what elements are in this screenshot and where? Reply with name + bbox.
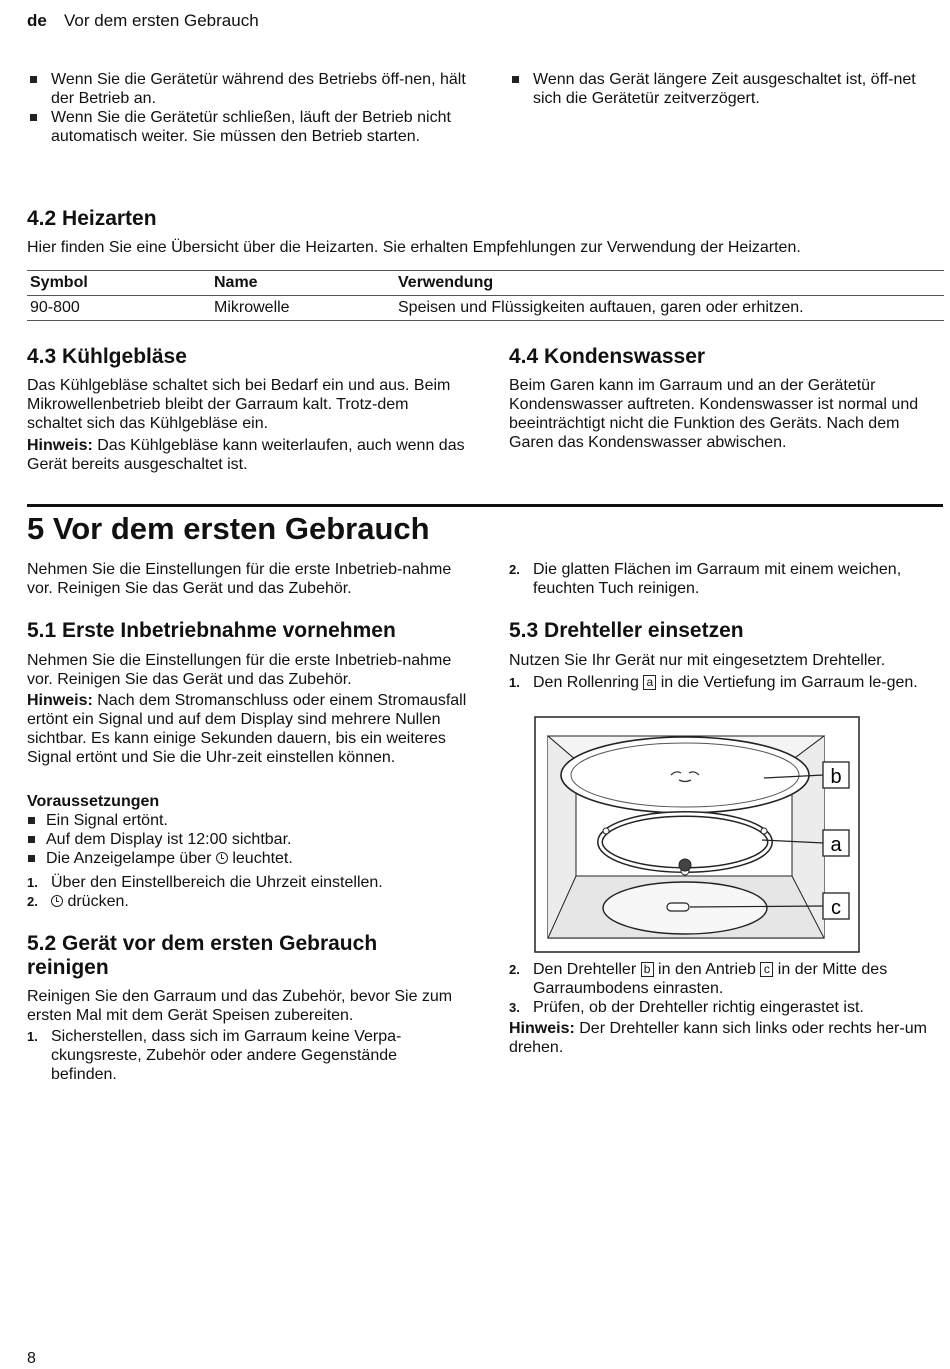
turntable-illustration	[534, 716, 860, 953]
table-cell-symbol: 90-800	[27, 296, 211, 321]
heizarten-table	[27, 270, 944, 321]
section-heading-5-3: 5.3 Drehteller einsetzen	[509, 619, 744, 642]
list-item: 1. Den Rollenring a in die Vertiefung im Garraum le-gen.	[509, 674, 918, 691]
table-cell-verwendung: Speisen und Flüssigkeiten auftauen, garen oder erhitzen.	[395, 296, 944, 321]
prerequisites-list-block	[27, 811, 467, 868]
list-item: 1. Sicherstellen, dass sich im Garraum keine Verpa-ckungsreste, Zubehör oder andere Gegenstände befinden.	[27, 1028, 402, 1083]
running-header-title: Vor dem ersten Gebrauch	[64, 11, 259, 30]
table-header-name: Name	[211, 271, 395, 296]
hint-label: Hinweis:	[27, 692, 93, 709]
kuehlgeblaese-text: Das Kühlgebläse schaltet sich bei Bedarf ein und aus. Beim Mikrowellenbetrieb bleibt der Garraum kalt. Trotz-dem schaltet sich das Kühlgebläse ein.	[27, 377, 451, 432]
section-heading-4-2: 4.2 Heizarten	[27, 207, 157, 230]
reinigen-intro: Reinigen Sie den Garraum und das Zubehör, bevor Sie zum ersten Mal mit dem Gerät Speisen zubereiten.	[27, 988, 453, 1024]
drehteller-intro: Nutzen Sie Ihr Gerät nur mit eingesetztem Drehteller.	[509, 652, 886, 669]
section-heading-4-3: 4.3 Kühlgebläse	[27, 345, 187, 368]
clock-icon	[216, 852, 228, 864]
label-box: b	[641, 962, 654, 977]
section-heading-5-2: 5.2 Gerät vor dem ersten Gebrauch reinigen	[27, 932, 378, 979]
top-left-list-block	[27, 70, 472, 146]
hint-text: Nach dem Stromanschluss oder einem Stromausfall ertönt ein Signal und auf dem Display sind mehrere Nullen sichtbar. Es kann einige Sekunden dauern, bis ein weiteres Signal ertönt und Sie die Uhr-zeit einstellen können.	[27, 692, 467, 766]
section-heading-4-4: 4.4 Kondenswasser	[509, 345, 706, 368]
language-code: de	[27, 11, 47, 30]
chapter-5-step-2	[509, 560, 941, 598]
list-item: 2. Die glatten Flächen im Garraum mit einem weichen, feuchten Tuch reinigen.	[509, 561, 902, 597]
turntable-figure	[534, 716, 860, 953]
section-heading-5-1: 5.1 Erste Inbetriebnahme vornehmen	[27, 619, 396, 642]
table-header-verwendung: Verwendung	[395, 271, 944, 296]
chapter-divider	[27, 504, 943, 507]
page-number: 8	[27, 1350, 36, 1367]
inbetriebnahme-intro: Nehmen Sie die Einstellungen für die erste Inbetrieb-nahme vor. Reinigen Sie das Gerät und das Zubehör.	[27, 652, 452, 688]
drehteller-hint	[509, 1019, 941, 1057]
chapter-5-intro: Nehmen Sie die Einstellungen für die erste Inbetrieb-nahme vor. Reinigen Sie das Gerät und das Zubehör.	[27, 561, 452, 597]
label-box: c	[760, 962, 773, 977]
heizarten-intro: Hier finden Sie eine Übersicht über die Heizarten. Sie erhalten Empfehlungen zur Verwendung der Heizarten.	[27, 239, 801, 256]
hint-text: Der Drehteller kann sich links oder rechts her-um drehen.	[509, 1020, 927, 1056]
top-right-list-block	[509, 70, 934, 108]
list-item: Die Anzeigelampe über leuchtet.	[27, 849, 467, 868]
list-item: Wenn das Gerät längere Zeit ausgeschaltet ist, öff-net sich die Gerätetür zeitverzögert.	[509, 70, 934, 108]
inbetriebnahme-steps	[27, 873, 467, 911]
clock-icon	[51, 895, 63, 907]
list-item: Ein Signal ertönt.	[27, 811, 467, 830]
figure-label-c: c	[831, 897, 841, 919]
figure-label-b: b	[830, 766, 842, 788]
table-row	[27, 296, 944, 321]
list-item: Wenn Sie die Gerätetür schließen, läuft der Betrieb nicht automatisch weiter. Sie müssen den Betrieb starten.	[27, 108, 472, 146]
figure-label-a: a	[830, 834, 842, 856]
inbetriebnahme-hint	[27, 691, 467, 767]
table-header-symbol: Symbol	[27, 271, 211, 296]
label-box: a	[643, 675, 656, 690]
hint-label: Hinweis:	[509, 1020, 575, 1037]
reinigen-steps	[27, 1027, 442, 1084]
hint-text: Das Kühlgebläse kann weiterlaufen, auch wenn das Gerät bereits ausgeschaltet ist.	[27, 437, 465, 473]
list-item: 2. Den Drehteller b in den Antrieb c in der Mitte des Garraumbodens einrasten.	[509, 961, 888, 997]
kuehlgeblaese-hint	[27, 436, 467, 474]
list-item: 2. drücken.	[27, 893, 129, 910]
table-cell-name: Mikrowelle	[211, 296, 395, 321]
list-item: Wenn Sie die Gerätetür während des Betriebs öff-nen, hält der Betrieb an.	[27, 70, 472, 108]
hint-label: Hinweis:	[27, 437, 93, 454]
list-item: 1. Über den Einstellbereich die Uhrzeit einstellen.	[27, 874, 383, 891]
list-item: 3. Prüfen, ob der Drehteller richtig eingerastet ist.	[509, 999, 864, 1016]
drehteller-step-1	[509, 673, 934, 692]
chapter-heading-5: 5 Vor dem ersten Gebrauch	[27, 511, 430, 546]
list-item: Auf dem Display ist 12:00 sichtbar.	[27, 830, 467, 849]
drehteller-steps-2-3	[509, 960, 941, 1017]
kondenswasser-text: Beim Garen kann im Garraum und an der Gerätetür Kondenswasser auftreten. Kondenswasser ist normal und beeinträchtigt nicht die Funktion des Geräts. Nach dem Garen das Kondenswasser abwischen.	[509, 377, 919, 451]
prerequisites-label: Voraussetzungen	[27, 793, 160, 810]
